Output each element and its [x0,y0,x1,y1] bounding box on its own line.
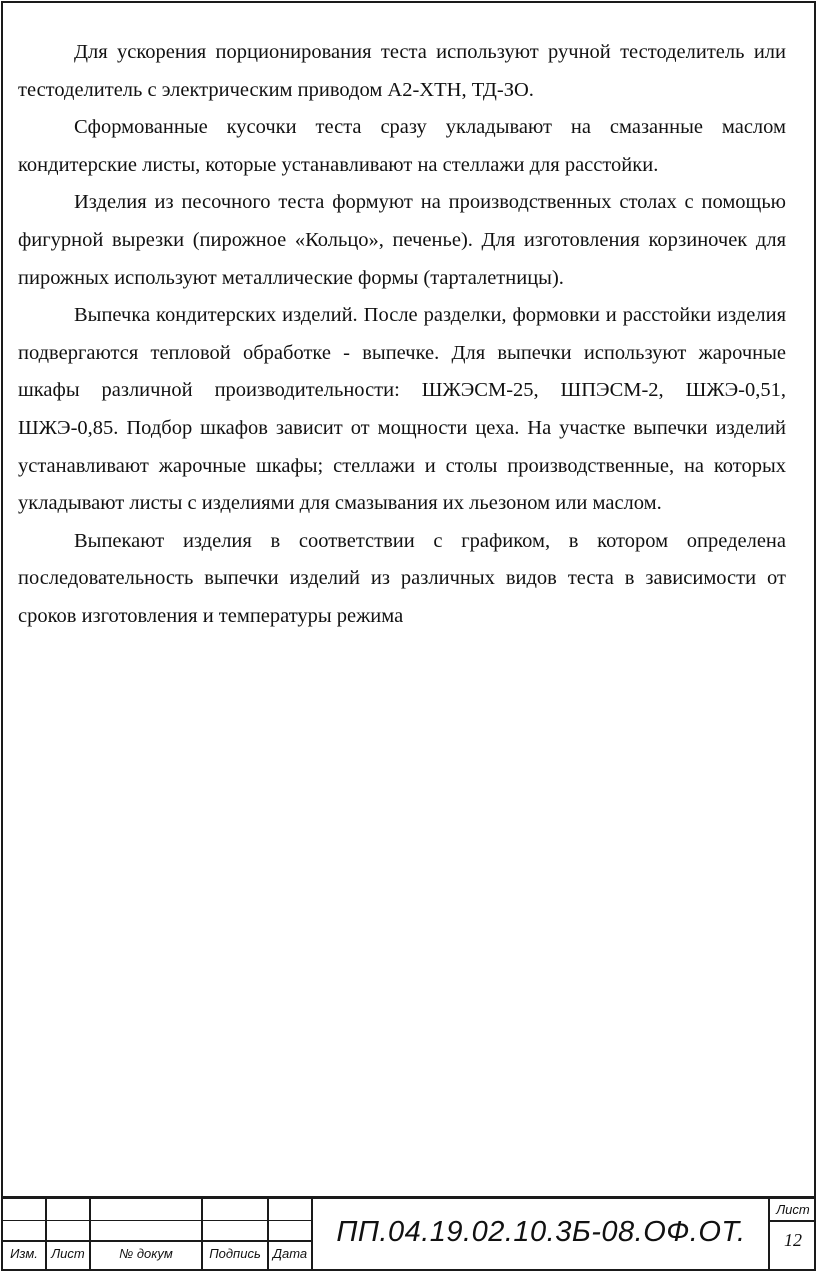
paragraph-4: Выпечка кондитерских изделий. После разделки, формовки и расстойки изделия подвергаются тепловой обработке - выпечке. Для выпечки используют жарочные шкафы различной производительности: ШЖЭСМ-25, ШПЭСМ-2, ШЖЭ-0,51, ШЖЭ-0,85. Подбор шкафов зависит от мощности цеха. На участке выпечки изделий устанавливают жарочные шкафы; стеллажи и столы производственные, на которых укладывают листы с изделиями для смазывания их льезоном или маслом. [18,304,786,515]
paragraph-5: Выпекают изделия в соответствии с графиком, в котором определена последовательность выпечки изделий из различных видов теста в зависимости от сроков изготовления и температуры режима [18,529,786,627]
label-izm: Изм. [10,1246,38,1261]
paragraph-3: Изделия из песочного теста формуют на производственных столах с помощью фигурной вырезки (пирожное «Кольцо», печенье). Для изготовления корзиночек для пирожных используют металлические формы (тарталетницы). [18,191,786,289]
stamp-sheet-divider [769,1220,816,1222]
stamp-row-line-1 [1,1220,312,1221]
label-date: Дата [272,1246,308,1261]
document-code: ПП.04.19.02.10.3Б-08.ОФ.ОТ. [336,1216,746,1248]
stamp-top-border [1,1196,816,1199]
paragraph-2: Сформованные кусочки теста сразу укладывают на смазанные маслом кондитерские листы, которые устанавливают на стеллажи для расстойки. [18,116,786,176]
label-doc-number: № докум [119,1246,173,1261]
stamp-row-line-2 [1,1240,312,1242]
document-body [18,34,786,636]
label-list: Лист [51,1246,85,1261]
paragraph-1: Для ускорения порционирования теста используют ручной тестоделитель или тестоделитель с электрическим приводом А2-ХТН, ТД-ЗО. [18,41,786,101]
label-signature: Подпись [209,1246,261,1261]
sheet-label: Лист [776,1202,810,1217]
title-block-stamp [1,1196,816,1270]
sheet-number: 12 [784,1230,802,1250]
